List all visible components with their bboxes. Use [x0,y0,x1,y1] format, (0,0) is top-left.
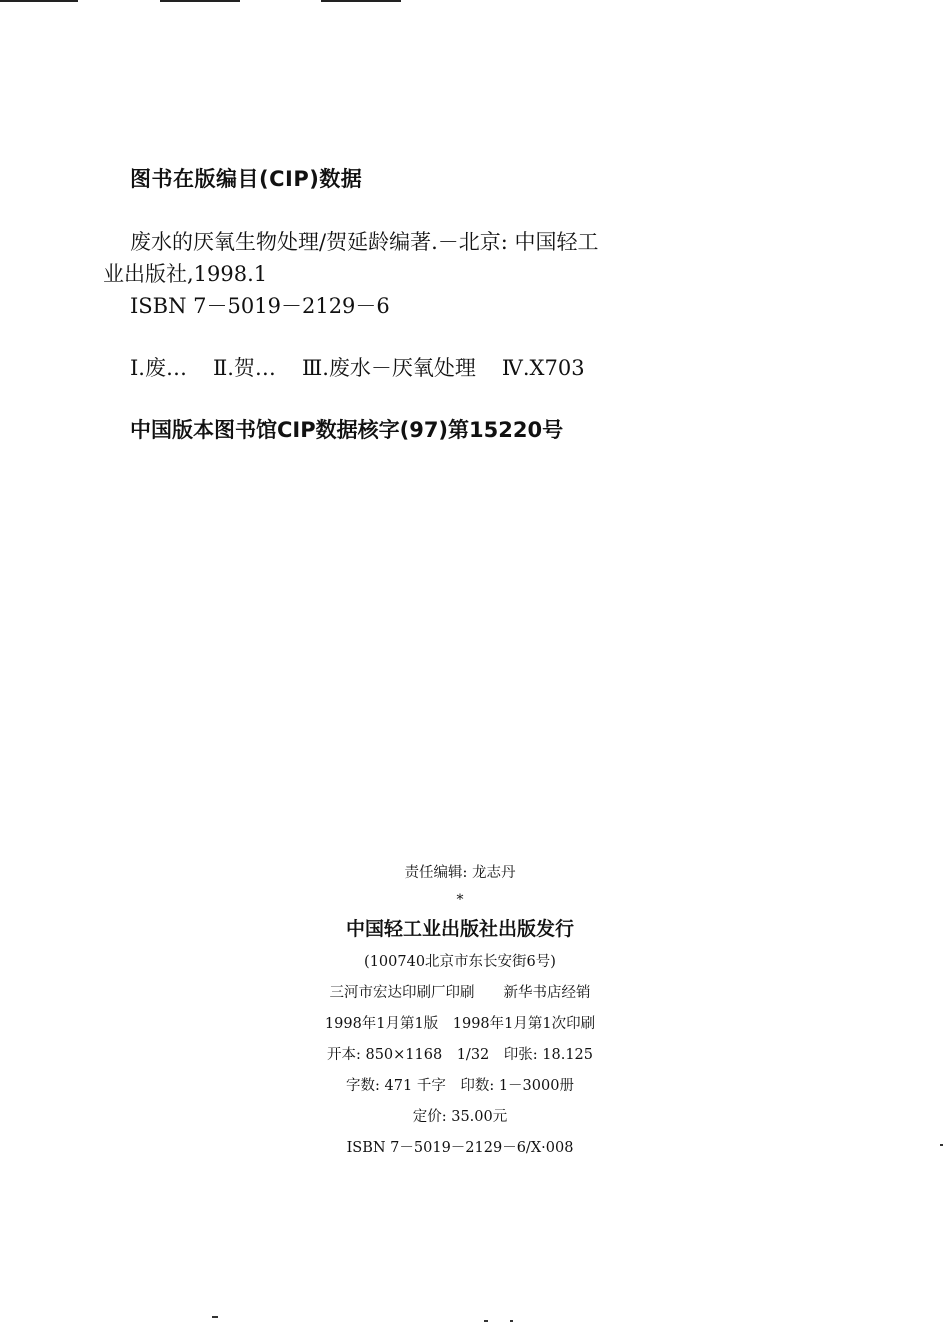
wordcount-info: 字数: 471 千字 印数: 1－3000册 [346,1078,574,1094]
price: 定价: 35.00元 [412,1109,508,1125]
printer-distributor: 三河市宏达印刷厂印刷 新华书店经销 [329,985,591,1001]
publisher-address: (100740北京市东长安街6号) [364,954,556,970]
classification-item: Ⅳ.X703 [501,356,585,380]
scan-speck [510,1320,513,1322]
cip-entry [103,226,743,322]
top-rule-middle [160,0,240,2]
cip-heading: 图书在版编目(CIP)数据 [130,167,363,191]
cip-entry-line1: 废水的厌氧生物处理/贺延龄编著.－北京: 中国轻工 [130,230,599,254]
classification-item: Ⅰ.废… [130,356,187,380]
full-isbn: ISBN 7－5019－2129－6/X·008 [346,1140,574,1156]
edition-info: 1998年1月第1版 1998年1月第1次印刷 [324,1016,596,1032]
cip-classification [130,352,611,382]
scan-speck [212,1316,218,1318]
publisher-name: 中国轻工业出版社出版发行 [345,918,574,940]
cip-isbn: ISBN 7－5019－2129－6 [130,294,390,318]
classification-item: Ⅱ.贺… [212,356,276,380]
cip-entry-line2: 业出版社,1998.1 [103,262,268,286]
cip-library-reference: 中国版本图书馆CIP数据核字(97)第15220号 [130,418,564,442]
top-rule-right [321,0,401,2]
separator-star: * [456,892,464,908]
classification-item: Ⅲ.废水－厌氧处理 [301,356,476,380]
responsible-editor: 责任编辑: 龙志丹 [404,865,516,881]
scan-speck [484,1320,488,1322]
colophon [0,858,920,1164]
top-rule-left [0,0,78,2]
format-info: 开本: 850×1168 1/32 印张: 18.125 [326,1047,593,1063]
scan-speck [940,1144,943,1146]
